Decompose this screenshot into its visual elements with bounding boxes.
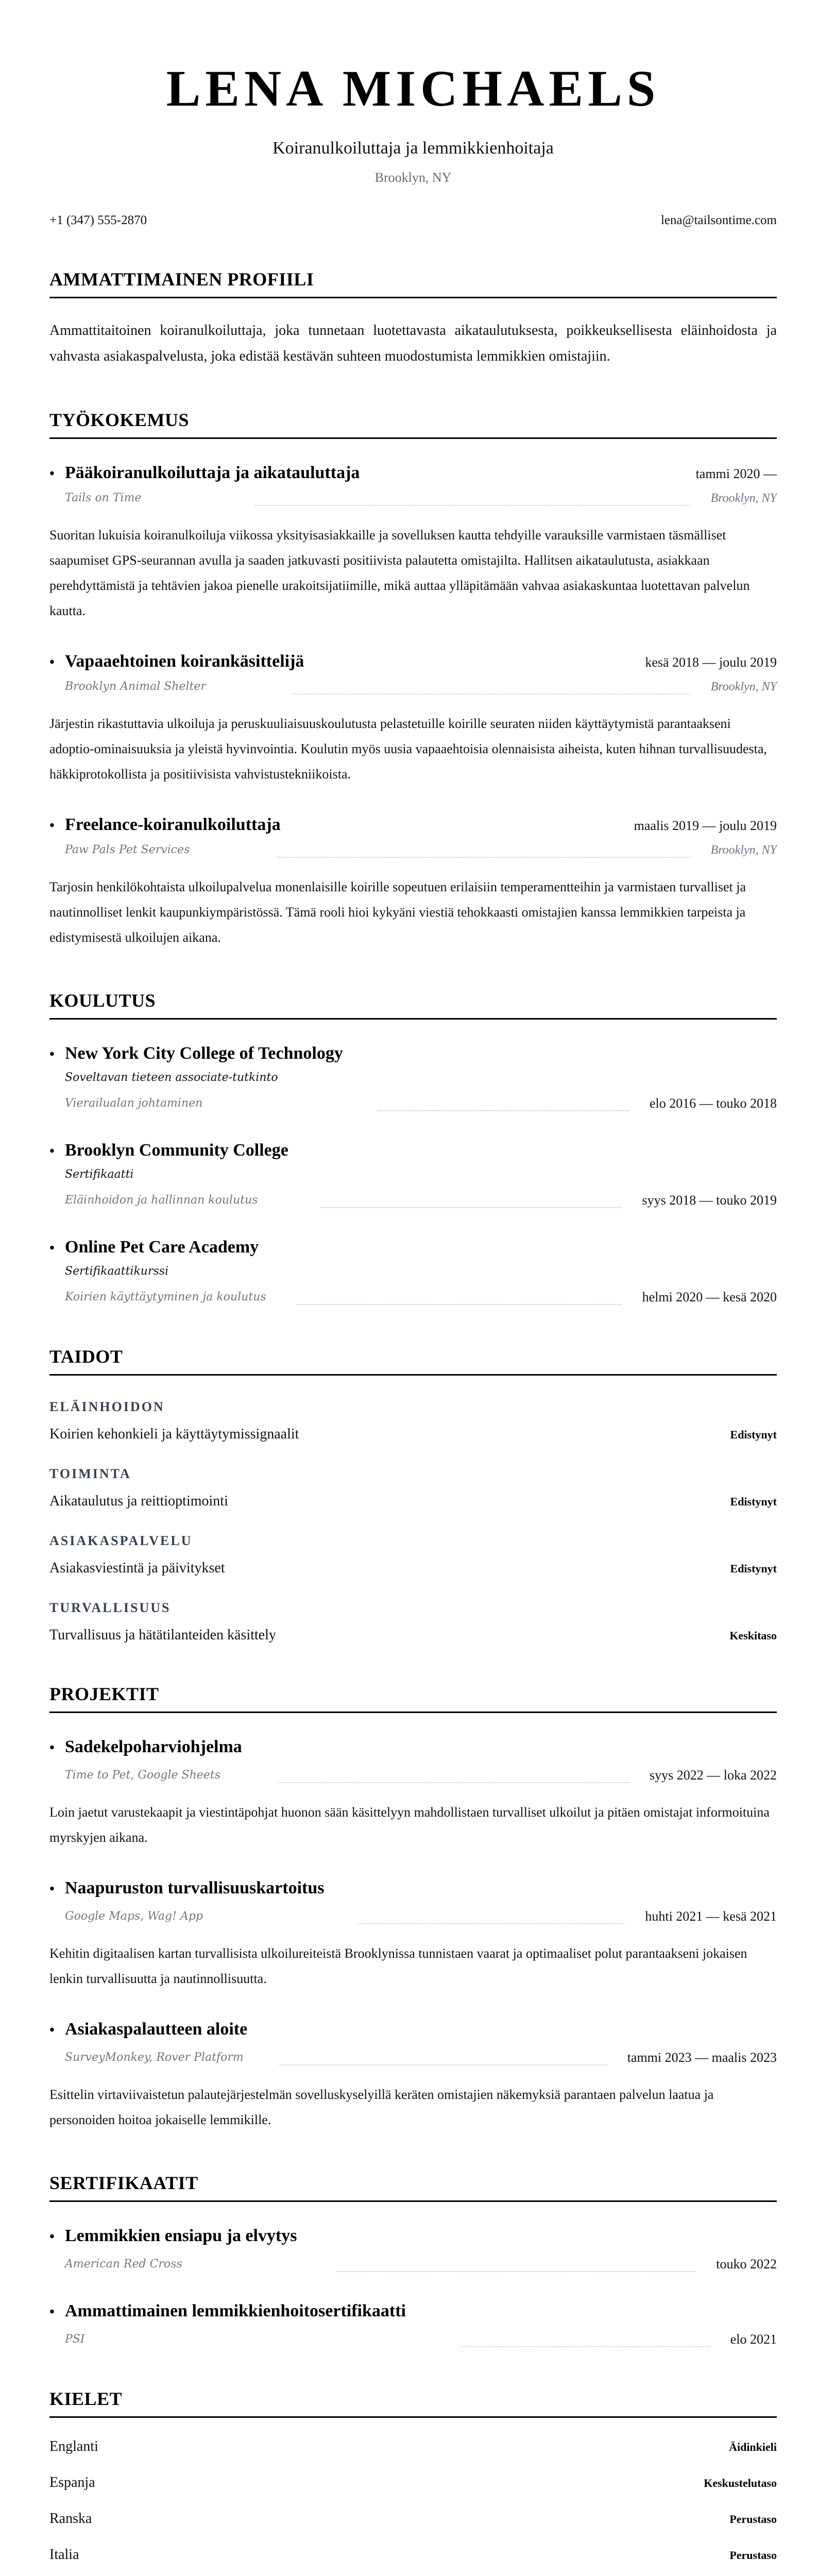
experience-company: Tails on Time [65,492,142,504]
job-title: Koiranulkoiluttaja ja lemmikkienhoitaja [272,139,554,158]
skill-group [49,1465,777,1510]
candidate-location: Brooklyn, NY [374,170,452,185]
education-degree: Sertifikaatti [65,1168,134,1181]
language-row [49,2475,777,2511]
skill-level: Keskitaso [729,1629,777,1642]
experience-location: Brooklyn, NY [710,492,777,505]
section-heading: TYÖKOKEMUS [49,409,777,439]
project-entry [49,1877,777,1991]
certifications-section [49,2172,777,2348]
phone-number[interactable]: +1 (347) 555-2870 [49,213,147,227]
project-title: Naapuruston turvallisuuskartoitus [65,1878,325,1897]
certification-title: Lemmikkien ensiapu ja elvytys [65,2226,297,2245]
project-title: Asiakaspalautteen aloite [65,2020,248,2039]
section-heading: AMMATTIMAINEN PROFIILI [49,268,777,298]
dotted-leader [254,505,690,506]
skill-name: Turvallisuus ja hätätilanteiden käsittely [49,1627,276,1643]
project-date: tammi 2023 — maalis 2023 [627,2050,777,2065]
languages-section [49,2387,777,2576]
skill-name: Asiakasviestintä ja päivitykset [49,1560,225,1576]
bullet-icon: • [49,818,55,834]
dotted-leader [280,2064,607,2065]
education-school: New York City College of Technology [65,1044,343,1063]
project-entry [49,2018,777,2132]
bullet-icon: • [49,2022,55,2038]
section-heading: KOULUTUS [49,989,777,1020]
language-row [49,2547,777,2576]
education-entry [49,1236,777,1306]
experience-location: Brooklyn, NY [710,843,777,857]
education-field: Koirien käyttäytyminen ja koulutus [65,1291,266,1303]
experience-description: Tarjosin henkilökohtaista ulkoilupalvelua monenlaisille koirille sopeutuen erilaisiin temperamentteihin ja varmistaen turvalliset ja nautinnolliset lenkit kaupunkiympäristössä. Tämä rooli hioi kykyäni viestiä tehokkaasti omistajien kanssa lemmikkien tarpeista ja edistymisestä ulkoilujen aikana. [49,879,746,945]
certification-issuer: PSI [65,2333,85,2346]
certification-issuer: American Red Cross [65,2258,182,2270]
education-date: helmi 2020 — kesä 2020 [642,1290,777,1304]
education-date: elo 2016 — touko 2018 [650,1096,777,1111]
education-entry [49,1139,777,1209]
project-title: Sadekelpoharviohjelma [65,1737,242,1756]
dotted-leader [294,693,690,694]
skill-group [49,1398,777,1443]
experience-company: Paw Pals Pet Services [65,843,190,856]
experience-description: Järjestin rikastuttavia ulkoiluja ja peruskuuliaisuuskoulutusta pelastetuille koirille seuraten niiden käyttäytymistä parantaakseni adoptio-ominaisuuksia ja yleistä hyvinvointia. Koulutin myös uusia vapaaehtoisia olennaisista aiheista, kuten hihnan turvallisuudesta, häkkiprotokollista ja positiivisista vahvistustekniikoista. [49,716,767,782]
contact-row [49,212,777,229]
dotted-leader [320,1207,622,1208]
section-heading: PROJEKTIT [49,1683,777,1713]
experience-title: Freelance-koiranulkoiluttaja [65,815,281,834]
experience-entry [49,462,777,623]
language-level: Perustaso [729,2513,777,2526]
education-degree: Sertifikaattikurssi [65,1265,169,1278]
skill-level: Edistynyt [730,1562,777,1575]
education-date: syys 2018 — touko 2019 [642,1193,777,1208]
skill-group [49,1532,777,1577]
skill-category: TOIMINTA [49,1466,131,1481]
experience-entry [49,650,777,787]
bullet-icon: • [49,1740,55,1756]
experience-location: Brooklyn, NY [710,680,777,693]
project-tools: Google Maps, Wag! App [65,1910,203,1923]
section-heading: SERTIFIKAATIT [49,2172,777,2202]
bullet-icon: • [49,1143,55,1159]
language-row [49,2438,777,2475]
dotted-leader [297,1304,622,1305]
bullet-icon: • [49,1046,55,1062]
language-row [49,2511,777,2547]
education-section [49,989,777,1306]
experience-company: Brooklyn Animal Shelter [65,680,206,693]
skill-category: ASIAKASPALVELU [49,1533,193,1548]
candidate-name: LENA MICHAELS [166,60,660,117]
dotted-leader [337,2271,696,2272]
profile-section [49,268,777,369]
certification-date: touko 2022 [716,2257,777,2272]
language-level: Äidinkieli [729,2441,777,2453]
skill-level: Edistynyt [730,1495,777,1508]
skills-section [49,1345,777,1643]
language-level: Keskustelutaso [704,2477,777,2489]
dotted-leader [357,1923,624,1924]
dotted-leader [378,1110,629,1111]
bullet-icon: • [49,2229,55,2245]
project-description: Loin jaetut varustekaapit ja viestintäpohjat huonon sään käsittelyyn mahdollistaen turvalliset ulkoilut ja pitäen omistajat informoituina myrskyjen aikana. [49,1805,770,1845]
skill-category: ELÄINHOIDON [49,1399,165,1414]
dotted-leader [277,857,690,858]
experience-description: Suoritan lukuisia koiranulkoiluja viikossa yksityisasiakkaille ja sovelluksen kautta tehdyille varauksille varmistaen täsmälliset saapumiset GPS-seurannan avulla ja saaden jatkuvasti positiivista palautetta omistajilta. Hallitsen aikataulutusta, asiakkaan perehdyttämistä ja tehtävien jakoa pienelle urakoitsijatiimille, mikä auttaa ylläpitämään vahvaa asiakaskuntaa luotettavan palvelun kautta. [49,528,750,618]
skill-level: Edistynyt [730,1428,777,1441]
profile-summary: Ammattitaitoinen koiranulkoiluttaja, joka tunnetaan luotettavasta aikataulutuksesta, poikkeuksellisesta eläinhoidosta ja vahvasta asiakaspalvelusta, joka edistää kestävän suhteen muodostumista lemmikkien omistajiin. [49,323,777,364]
bullet-icon: • [49,466,55,482]
skill-name: Koirien kehonkieli ja käyttäytymissignaalit [49,1426,299,1442]
experience-entry [49,814,777,950]
project-date: huhti 2021 — kesä 2021 [645,1909,777,1924]
skill-group [49,1599,777,1643]
language-level: Perustaso [729,2549,777,2562]
project-tools: Time to Pet, Google Sheets [65,1769,220,1782]
section-heading: KIELET [49,2387,777,2418]
education-entry [49,1042,777,1112]
language-name: Espanja [49,2475,95,2490]
resume-header [49,0,777,229]
section-heading: TAIDOT [49,1345,777,1376]
certification-entry [49,2300,777,2348]
certification-entry [49,2225,777,2273]
experience-date: maalis 2019 — joulu 2019 [634,818,777,833]
education-degree: Soveltavan tieteen associate-tutkinto [65,1071,278,1084]
bullet-icon: • [49,654,55,670]
language-name: Ranska [49,2511,92,2527]
education-school: Online Pet Care Academy [65,1238,259,1257]
project-tools: SurveyMonkey, Rover Platform [65,2051,244,2064]
dotted-leader [461,2346,710,2347]
education-field: Vierailualan johtaminen [65,1097,203,1110]
certification-date: elo 2021 [730,2332,777,2347]
language-name: Englanti [49,2438,98,2454]
project-date: syys 2022 — loka 2022 [650,1768,777,1783]
experience-title: Pääkoiranulkoiluttaja ja aikatauluttaja [65,463,360,482]
bullet-icon: • [49,1881,55,1897]
education-school: Brooklyn Community College [65,1141,288,1160]
experience-date: tammi 2020 — [695,466,777,481]
certification-title: Ammattimainen lemmikkienhoitosertifikaatti [65,2301,406,2320]
language-list [49,2438,777,2576]
dotted-leader [277,1782,629,1783]
skill-name: Aikataulutus ja reittioptimointi [49,1493,228,1509]
project-description: Kehitin digitaalisen kartan turvallisista ulkoilureiteistä Brooklynissa tunnistaen vaarat ja optimaaliset polut parantaakseni jokaisen lenkin turvallisuutta ja nautinnollisuutta. [49,1946,747,1986]
bullet-icon: • [49,2304,55,2320]
project-entry [49,1736,777,1850]
project-description: Esittelin virtaviivaistetun palautejärjestelmän sovelluskyselyillä keräten omistajien näkemyksiä parantaen palvelun laatua ja personoiden hoitoa jokaiselle lemmikille. [49,2087,714,2127]
experience-section [49,409,777,950]
experience-title: Vapaaehtoinen koirankäsittelijä [65,652,304,671]
experience-date: kesä 2018 — joulu 2019 [645,655,777,670]
language-name: Italia [49,2547,79,2563]
education-field: Eläinhoidon ja hallinnan koulutus [65,1194,258,1207]
email-address[interactable]: lena@tailsontime.com [660,213,777,227]
projects-section [49,1683,777,2132]
skill-category: TURVALLISUUS [49,1600,171,1615]
bullet-icon: • [49,1240,55,1256]
